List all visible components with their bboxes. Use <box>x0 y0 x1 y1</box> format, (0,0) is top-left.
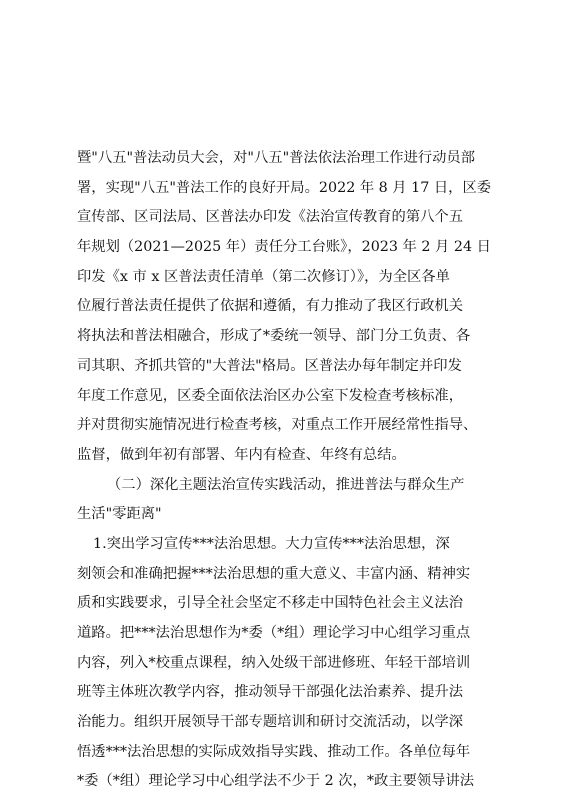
text-line: 将执法和普法相融合，形成了*委统一领导、部门分工负责、各 <box>77 328 471 345</box>
text-line: 署，实现"八五"普法工作的良好开局。2022 年 8 月 17 日，区委 <box>77 179 492 196</box>
text-line: 悟透***法治思想的实际成效指导实践、推动工作。各单位每年 <box>77 743 471 760</box>
text-line: 司其职、齐抓共管的"大普法"格局。区普法办每年制定并印发 <box>77 357 462 374</box>
body-text <box>77 144 497 797</box>
text-line: 监督，做到年初有部署、年内有检查、年终有总结。 <box>77 446 406 463</box>
text-line: 年度工作意见，区委全面依法治区办公室下发检查考核标准， <box>77 387 464 404</box>
text-line: 质和实践要求，引导全社会坚定不移走中国特色社会主义法治 <box>77 595 464 612</box>
text-line: 治能力。组织开展领导干部专题培训和研讨交流活动，以学深 <box>77 714 464 731</box>
text-line: 道路。把***法治思想作为*委（*组）理论学习中心组学习重点 <box>77 625 471 641</box>
text-line: 位履行普法责任提供了依据和遵循，有力推动了我区行政机关 <box>77 298 464 315</box>
section-heading-line: （二）深化主题法治宣传实践活动，推进普法与群众生产 <box>107 476 465 493</box>
text-line: 1.突出学习宣传***法治思想。大力宣传***法治思想，深 <box>93 535 450 552</box>
text-line: 内容，列入*校重点课程，纳入处级干部进修班、年轻干部培训 <box>77 654 471 671</box>
text-line: 班等主体班次教学内容，推动领导干部强化法治素养、提升法 <box>77 684 464 701</box>
text-line: 年规划（2021—2025 年）责任分工台账》，2023 年 2 月 24 日 <box>77 239 491 256</box>
text-line: 印发《x 市 x 区普法责任清单（第二次修订）》，为全区各单 <box>77 268 450 285</box>
text-line: 宣传部、区司法局、区普法办印发《法治宣传教育的第八个五 <box>77 209 464 226</box>
text-line: 并对贯彻实施情况进行检查考核，对重点工作开展经常性指导、 <box>77 417 478 434</box>
section-heading-line: 生活"零距离" <box>77 506 162 523</box>
text-line: *委（*组）理论学习中心组学法不少于 2 次，*政主要领导讲法 <box>77 773 475 790</box>
text-line: 暨"八五"普法动员大会，对"八五"普法依法治理工作进行动员部 <box>77 150 476 166</box>
text-line: 刻领会和准确把握***法治思想的重大意义、丰富内涵、精神实 <box>77 565 471 582</box>
